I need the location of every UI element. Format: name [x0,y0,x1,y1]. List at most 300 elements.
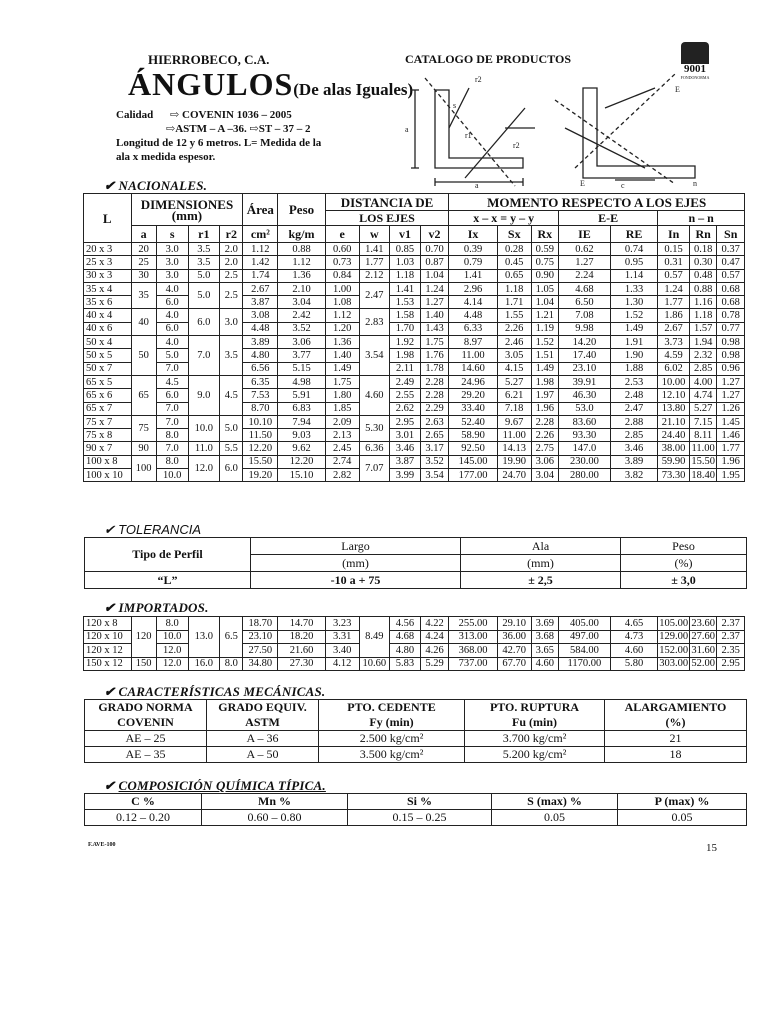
table-cell: 1.43 [420,322,449,335]
col-nn: n – n [658,211,745,226]
table-cell: 1.12 [243,243,278,256]
table-cell: 2.75 [531,442,558,455]
table-cell: 2.83 [359,309,390,336]
table-cell: 93.30 [559,429,611,442]
tol-mm1: (mm) [251,555,461,572]
length-line-1: Longitud de 12 y 6 metros. L= Medida de la [116,137,322,149]
table-row [84,256,745,269]
table-cell: 1.12 [325,309,359,322]
table-cell: 0.60 [325,243,359,256]
table-cell: 18.40 [691,469,715,481]
table-cell: 0.62 [559,243,611,256]
col-area: Área [243,194,278,226]
section-nacionales-title: NACIONALES. [118,178,208,193]
table-cell: 8.49 [359,617,390,658]
table-cell: 10.0 [188,415,220,442]
table-cell: 1.36 [325,336,359,349]
table-cell: 0.98 [717,349,745,362]
footer-code: F.AVE-100 [88,842,116,848]
svg-text:r2: r2 [475,75,482,84]
table-cell: 4.15 [497,362,531,375]
table-cell: 75 [131,415,156,442]
sub-IE: IE [559,226,611,243]
table-cell: 34.80 [243,657,278,671]
table-cell: 4.60 [531,657,558,671]
table-cell: 11.00 [689,442,716,455]
table-cell: 7.15 [689,415,716,428]
table-cell: 1.18 [390,269,421,282]
profile-label: 100 x 8 [84,455,132,468]
table-cell: 52.00 [691,658,716,670]
sub-s: s [156,226,188,243]
table-cell: 4.74 [689,389,716,402]
table-cell: 65 [131,375,156,415]
quality-st: ST – 37 – 2 [258,123,311,135]
table-cell: 2.49 [390,375,421,388]
mecanicas-table [84,699,747,763]
table-cell: 0.15 – 0.25 [348,810,492,826]
table-cell: 2.37 [717,617,745,631]
length-line-2: ala x medida espesor. [116,151,216,163]
table-cell: 27.30 [278,657,326,671]
table-cell: A – 36 [207,731,319,747]
table-cell: 3.54 [420,469,449,482]
table-cell: 1.33 [610,282,658,295]
table-cell: 6.33 [449,322,498,335]
table-cell: 0.88 [278,243,326,256]
table-cell: 0.70 [420,243,449,256]
table-cell: 1.77 [359,256,390,269]
sub-Ix: Ix [449,226,498,243]
table-cell: A – 50 [207,747,319,763]
table-cell: 2.95 [390,415,421,428]
table-cell: 8.0 [156,429,188,442]
tol-pct: (%) [621,555,747,572]
table-cell: 12.10 [658,389,690,402]
table-cell: 1.21 [531,309,558,322]
table-cell: 1.46 [717,429,745,442]
table-cell: 1.76 [420,349,449,362]
page-title [128,66,413,103]
sub-v1: v1 [390,226,421,243]
tol-v-ala: ± 2,5 [461,572,621,589]
table-cell: 3.04 [278,296,326,309]
table-cell: 4.80 [243,349,278,362]
table-cell: 90 [131,442,156,455]
table-cell: 30 [131,269,156,282]
table-cell: 2.12 [359,269,390,282]
table-cell: 0.28 [497,243,531,256]
table-cell: 3.01 [390,429,421,442]
table-cell: 1.96 [717,455,745,468]
table-cell: 152.00 [659,644,689,656]
table-cell: 19.20 [243,469,278,482]
table-cell: 1.18 [497,282,531,295]
table-cell: 0.15 [658,243,690,256]
table-cell: 2.96 [449,282,498,295]
col-momento: MOMENTO RESPECTO A LOS EJES [449,194,745,211]
table-cell: 1.94 [689,336,716,349]
check-icon: ✔ [104,684,116,699]
table-cell: 3.46 [390,442,421,455]
table-cell: 2.11 [390,362,421,375]
profile-label: 65 x 7 [84,402,132,415]
table-row [84,442,745,455]
profile-label: 40 x 4 [84,309,132,322]
table-cell: 0.96 [717,362,745,375]
sub-RE: RE [610,226,658,243]
table-cell: 4.48 [449,309,498,322]
table-cell: 1.52 [610,309,658,322]
svg-text:E: E [580,179,585,188]
table-cell: 1.97 [531,389,558,402]
table-cell: 12.0 [188,455,220,482]
table-cell: 5.91 [278,389,326,402]
tol-tipo: Tipo de Perfil [85,538,251,572]
table-cell: 9.03 [278,429,326,442]
col-xx: x – x = y – y [449,211,559,226]
table-cell: 23.10 [243,630,278,644]
table-cell: 5.0 [188,282,220,309]
table-cell: 21.10 [658,415,690,428]
table-cell: 2.65 [420,429,449,442]
table-cell: 0.30 [689,256,716,269]
table-cell: 3.52 [278,322,326,335]
table-cell: 1.41 [359,243,390,256]
svg-text:a: a [475,181,479,190]
tol-ala: Ala [461,538,621,555]
table-cell: 0.65 [497,269,531,282]
table-cell: 5.0 [156,349,188,362]
table-cell: 1.00 [325,282,359,295]
table-cell: 1.71 [497,296,531,309]
table-cell: 3.65 [531,644,558,658]
table-cell: 16.0 [188,657,220,671]
table-cell: 6.0 [188,309,220,336]
table-cell: 0.88 [689,282,716,295]
table-cell: 4.60 [359,375,390,415]
table-cell: 0.47 [717,256,745,269]
table-cell: 100 [131,455,156,482]
table-cell: 11.00 [449,349,498,362]
section-importados [104,600,209,616]
table-cell: 14.60 [449,362,498,375]
table-cell: 584.00 [559,644,611,658]
tol-largo: Largo [251,538,461,555]
table-cell: 9.67 [497,415,531,428]
table-cell: 2.10 [278,282,326,295]
table-header-cell: C % [85,794,202,810]
check-icon: ✔ [104,178,116,193]
mec-h5: ALARGAMIENTO (%) [605,700,747,731]
table-cell: 1.52 [531,336,558,349]
table-row [84,282,745,295]
mec-h4: PTO. RUPTURA Fu (min) [465,700,605,731]
table-cell: 2.46 [497,336,531,349]
table-row [84,375,745,388]
table-cell: 2.55 [390,389,421,402]
table-cell: 1.92 [390,336,421,349]
table-cell: 1.75 [420,336,449,349]
table-cell: 11.0 [188,442,220,455]
table-cell: 2.24 [559,269,611,282]
profile-label: 50 x 5 [84,349,132,362]
table-row [84,469,745,482]
table-cell: 2.29 [420,402,449,415]
svg-text:r1: r1 [465,131,472,140]
table-row [84,617,745,631]
mec-h2: GRADO EQUIV. ASTM [207,700,319,731]
sub-v2: v2 [420,226,449,243]
tol-mm2: (mm) [461,555,621,572]
table-cell: 12.20 [278,455,326,468]
table-row [84,402,745,415]
table-cell: 7.0 [188,336,220,376]
table-cell: 1.40 [325,349,359,362]
nacionales-table [83,193,745,482]
table-cell: 2.47 [359,282,390,309]
table-cell: 3.73 [658,336,690,349]
sub-Sx: Sx [497,226,531,243]
table-cell: 36.00 [497,630,531,644]
iso-sub: FONDONORMA [680,75,710,80]
table-cell: 3.87 [390,455,421,468]
table-cell: 42.70 [497,644,531,658]
table-cell: 1.77 [717,442,745,455]
table-cell: 3.700 kg/cm² [465,731,605,747]
svg-text:n: n [693,179,697,188]
table-cell: 5.27 [497,375,531,388]
table-cell: 1.78 [420,362,449,375]
table-header-cell: P (max) % [618,794,747,810]
table-cell: 0.85 [390,243,421,256]
table-cell: 5.0 [220,415,243,442]
title-main: ÁNGULOS [128,66,294,102]
table-cell: 2.35 [717,644,745,658]
table-cell: 368.00 [449,644,498,658]
table-cell: 1.27 [717,389,745,402]
table-cell: 1.49 [610,322,658,335]
sub-r2: r2 [220,226,243,243]
table-cell: 3.5 [188,256,220,269]
table-cell: 10.0 [156,469,188,482]
table-cell: 3.68 [531,630,558,644]
table-cell: 3.5 [188,243,220,256]
table-cell: 0.57 [658,269,690,282]
table-cell: 3.5 [220,336,243,376]
quality-covenin: COVENIN 1036 – 2005 [182,109,292,121]
table-cell: 2.85 [689,362,716,375]
table-cell: 8.0 [156,617,188,631]
table-cell: 0.18 [689,243,716,256]
table-cell: 1.41 [449,269,498,282]
table-cell: 1.91 [610,336,658,349]
table-cell: 8.11 [689,429,716,442]
table-cell: 6.5 [220,617,243,658]
section-nacionales [104,178,207,194]
table-cell: 1.16 [689,296,716,309]
table-cell: 40 [131,309,156,336]
check-icon: ✔ [104,778,116,793]
col-distancia: DISTANCIA DE [325,194,449,211]
table-cell: 4.80 [390,644,421,658]
table-cell: 1.20 [325,322,359,335]
table-cell: 7.94 [278,415,326,428]
table-cell: 0.37 [717,243,745,256]
table-cell: 1.53 [390,296,421,309]
sub-a: a [131,226,156,243]
company-name: HIERROBECO, C.A. [148,52,270,67]
sub-r1: r1 [188,226,220,243]
table-cell: 6.02 [658,362,690,375]
svg-text:r2: r2 [513,141,520,150]
table-cell: 1.98 [531,375,558,388]
table-cell: 18.20 [278,630,326,644]
table-cell: 150 [131,657,156,671]
table-header-cell: Mn % [202,794,348,810]
table-cell: 3.06 [278,336,326,349]
table-cell: 3.0 [156,243,188,256]
section-importados-title: IMPORTADOS. [118,600,209,615]
table-cell: 1.51 [531,349,558,362]
table-cell: 13.80 [658,402,690,415]
table-cell: 1.24 [658,282,690,295]
table-cell: 5.5 [220,442,243,455]
profile-label: 120 x 8 [84,617,132,631]
sub-In: In [658,226,690,243]
table-cell: 3.69 [531,617,558,631]
table-cell: 23.60 [691,617,716,629]
table-cell: 0.12 – 0.20 [85,810,202,826]
table-cell: 8.0 [220,657,243,671]
table-cell: 1.90 [610,349,658,362]
svg-text:c: c [621,181,625,190]
title-sub: (De alas Iguales) [293,80,414,99]
table-cell: 4.60 [610,644,658,658]
table-cell: 10.0 [156,630,188,644]
table-cell: 4.22 [420,617,449,631]
table-cell: 4.73 [610,630,658,644]
table-cell: 27.60 [691,631,716,643]
table-cell: 313.00 [449,630,498,644]
table-cell: 2.32 [689,349,716,362]
tolerancia-table [84,537,747,589]
table-cell: 1.88 [610,362,658,375]
table-cell: 0.84 [325,269,359,282]
importados-table [83,616,745,671]
profile-label: 40 x 6 [84,322,132,335]
table-cell: 2.5 [220,282,243,309]
table-cell: 3.82 [610,469,658,482]
table-cell: 2.28 [420,389,449,402]
table-cell: 0.48 [689,269,716,282]
profile-label: 65 x 6 [84,389,132,402]
table-cell: 12.0 [156,657,188,671]
nacionales-body [84,243,745,482]
table-cell: 1.49 [531,362,558,375]
table-cell: 129.00 [659,631,689,643]
table-cell: 2.82 [325,469,359,482]
table-cell: 13.0 [188,617,220,658]
catalog-title: CATALOGO DE PRODUCTOS [405,52,572,66]
table-cell: 1.27 [717,375,745,388]
col-dimensiones: DIMENSIONES (mm) [131,194,243,226]
table-cell: 2.5 [220,269,243,282]
table-cell: 6.21 [497,389,531,402]
check-icon: ✔ [104,600,116,615]
col-los-ejes: LOS EJES [325,211,449,226]
table-cell: 0.05 [492,810,618,826]
table-cell: 4.5 [156,375,188,388]
profile-label: 20 x 3 [84,243,132,256]
tol-v-peso: ± 3,0 [621,572,747,589]
profile-label: 50 x 7 [84,362,132,375]
col-peso: Peso [278,194,326,226]
profile-label: 100 x 10 [84,469,132,482]
table-cell: 58.90 [449,429,498,442]
table-cell: 4.5 [220,375,243,415]
table-cell: 1.36 [278,269,326,282]
sub-Sn: Sn [717,226,745,243]
mec-h1: GRADO NORMA COVENIN [85,700,207,731]
table-cell: 27.50 [243,644,278,658]
profile-label: 35 x 6 [84,296,132,309]
quality-astm: ASTM – A –36. [175,123,247,135]
table-cell: 5.27 [689,402,716,415]
table-cell: 12.20 [243,442,278,455]
table-cell: 255.00 [449,617,498,631]
table-cell: 147.0 [559,442,611,455]
table-cell: 2.09 [325,415,359,428]
table-cell: 3.500 kg/cm² [319,747,465,763]
table-cell: 4.68 [559,282,611,295]
table-cell: 50 [131,336,156,376]
table-cell: 2.95 [717,657,745,671]
table-cell: 4.26 [420,644,449,658]
table-cell: 1.19 [531,322,558,335]
table-cell: 24.70 [497,469,531,482]
table-cell: 8.97 [449,336,498,349]
table-cell: 9.62 [278,442,326,455]
table-row [84,349,745,362]
section-tolerancia [104,522,201,538]
table-cell: 4.56 [390,617,421,631]
table-cell: 0.95 [610,256,658,269]
table-row [85,731,747,747]
table-cell: 497.00 [559,630,611,644]
table-cell: 3.87 [243,296,278,309]
table-cell: 1.30 [610,296,658,309]
table-header-cell: Si % [348,794,492,810]
angle-diagram [405,68,705,190]
table-cell: 38.00 [658,442,690,455]
table-cell: 5.15 [278,362,326,375]
table-cell: AE – 35 [85,747,207,763]
table-cell: 2.26 [497,322,531,335]
table-row [84,269,745,282]
svg-text:s: s [453,101,457,110]
table-cell: 35 [131,282,156,309]
table-cell: 6.0 [156,296,188,309]
table-row [84,630,745,644]
table-cell: 1170.00 [559,657,611,671]
page-number: 15 [706,842,717,854]
table-cell: 2.0 [220,243,243,256]
table-cell: 4.59 [658,349,690,362]
table-cell: 2.53 [610,375,658,388]
table-cell: 4.0 [156,309,188,322]
profile-label: 75 x 8 [84,429,132,442]
